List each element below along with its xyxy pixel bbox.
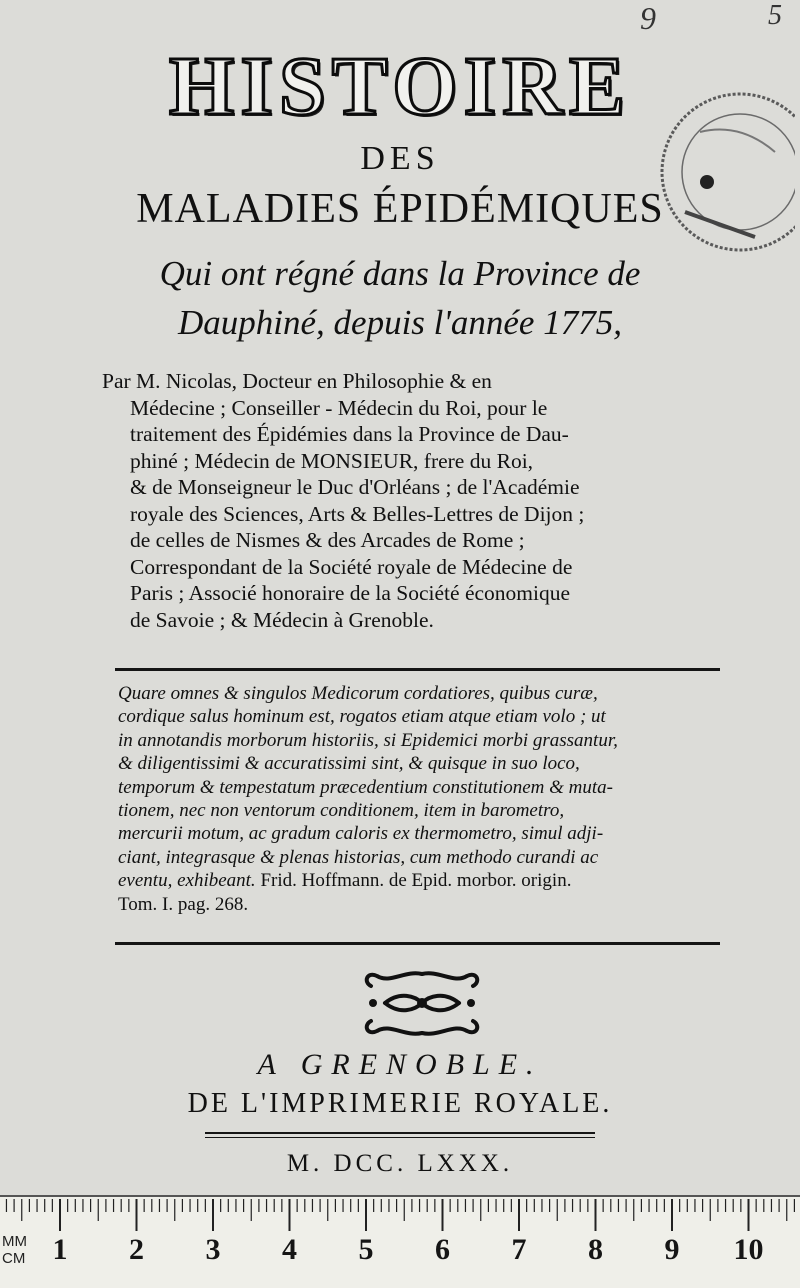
measurement-ruler — [0, 1195, 800, 1288]
author-line: de celles de Nismes & des Arcades de Rome ; — [130, 528, 525, 552]
epigraph-quote — [118, 682, 728, 916]
imprint-printer: DE L'IMPRIMERIE ROYALE. — [187, 1088, 613, 1119]
divider-rule — [115, 942, 720, 945]
ruler-number: 6 — [435, 1233, 450, 1266]
quote-line: & diligentissimi & accuratissimi sint, & quisque in suo loco, — [118, 753, 580, 775]
divider-rule — [115, 668, 720, 671]
quote-line: temporum & tempestatum præcedentium constitutionem & muta- — [118, 776, 613, 798]
ruler-ticks — [0, 1197, 800, 1288]
title-maladies: MALADIES ÉPIDÉMIQUES — [136, 186, 664, 232]
author-line: traitement des Épidémies dans la Province de Dau- — [130, 422, 569, 446]
ruler-number: 8 — [588, 1233, 603, 1266]
quote-line: mercurii motum, ac gradum caloris ex thermometro, simul adji- — [118, 823, 604, 845]
quote-line: tionem, nec non ventorum conditionem, item in barometro, — [118, 800, 565, 822]
author-line: Médecine ; Conseiller - Médecin du Roi, pour le — [130, 395, 548, 420]
subtitle-line-2: Dauphiné, depuis l'année 1775, — [178, 303, 622, 342]
ornament-icon — [355, 966, 490, 1041]
quote-line: eventu, exhibeant. — [118, 870, 256, 892]
ruler-number: 9 — [664, 1233, 680, 1266]
ruler-unit-label — [2, 1233, 27, 1267]
author-line: Paris ; Associé honoraire de la Société économique — [130, 581, 571, 605]
quote-attribution-2: Tom. I. pag. 268. — [118, 893, 249, 915]
author-block — [102, 368, 727, 633]
ruler-number: 3 — [205, 1233, 221, 1266]
title-des: DES — [360, 140, 440, 177]
author-line: de Savoie ; & Médecin à Grenoble. — [130, 607, 434, 632]
handwritten-page-mark-2: 5 — [768, 0, 782, 31]
ruler-number: 4 — [282, 1233, 297, 1266]
ruler-number: 2 — [129, 1233, 144, 1266]
divider-rule — [205, 1132, 595, 1134]
handwritten-page-mark: 9 — [640, 0, 656, 36]
author-line: Par M. Nicolas, Docteur en Philosophie & en — [102, 369, 492, 393]
author-line: Correspondant de la Société royale de Médecine de — [130, 554, 573, 579]
ruler-number: 10 — [733, 1233, 764, 1266]
quote-attribution: Frid. Hoffmann. de Epid. morbor. origin. — [260, 870, 572, 892]
divider-rule-thin — [205, 1137, 595, 1138]
imprint-place: A GRENOBLE. — [257, 1048, 543, 1081]
book-title: HISTOIRE — [169, 40, 631, 133]
quote-line-last — [118, 869, 728, 892]
quote-line: Quare omnes & singulos Medicorum cordatiores, quibus curæ, — [118, 683, 598, 704]
quote-line: ciant, integrasque & plenas historias, cum methodo curandi ac — [118, 846, 599, 868]
author-line: phiné ; Médecin de MONSIEUR, frere du Roi, — [130, 448, 534, 473]
imprint-year: M. DCC. LXXX. — [286, 1150, 514, 1177]
quote-line: in annotandis morborum historiis, si Epidemici morbi grassantur, — [118, 729, 618, 751]
author-line: royale des Sciences, Arts & Belles-Lettres de Dijon ; — [130, 501, 585, 526]
quote-line: cordique salus hominum est, rogatos etiam atque etiam volo ; ut — [118, 706, 606, 728]
subtitle-line-1: Qui ont régné dans la Province de — [159, 254, 641, 293]
author-line: & de Monseigneur le Duc d'Orléans ; de l'Académie — [130, 475, 580, 499]
ruler-number: 5 — [358, 1233, 374, 1266]
ruler-unit-mm: MM — [2, 1233, 27, 1250]
ruler-number: 1 — [52, 1233, 68, 1266]
ruler-unit-cm: CM — [2, 1250, 26, 1267]
ruler-number: 7 — [511, 1233, 527, 1266]
